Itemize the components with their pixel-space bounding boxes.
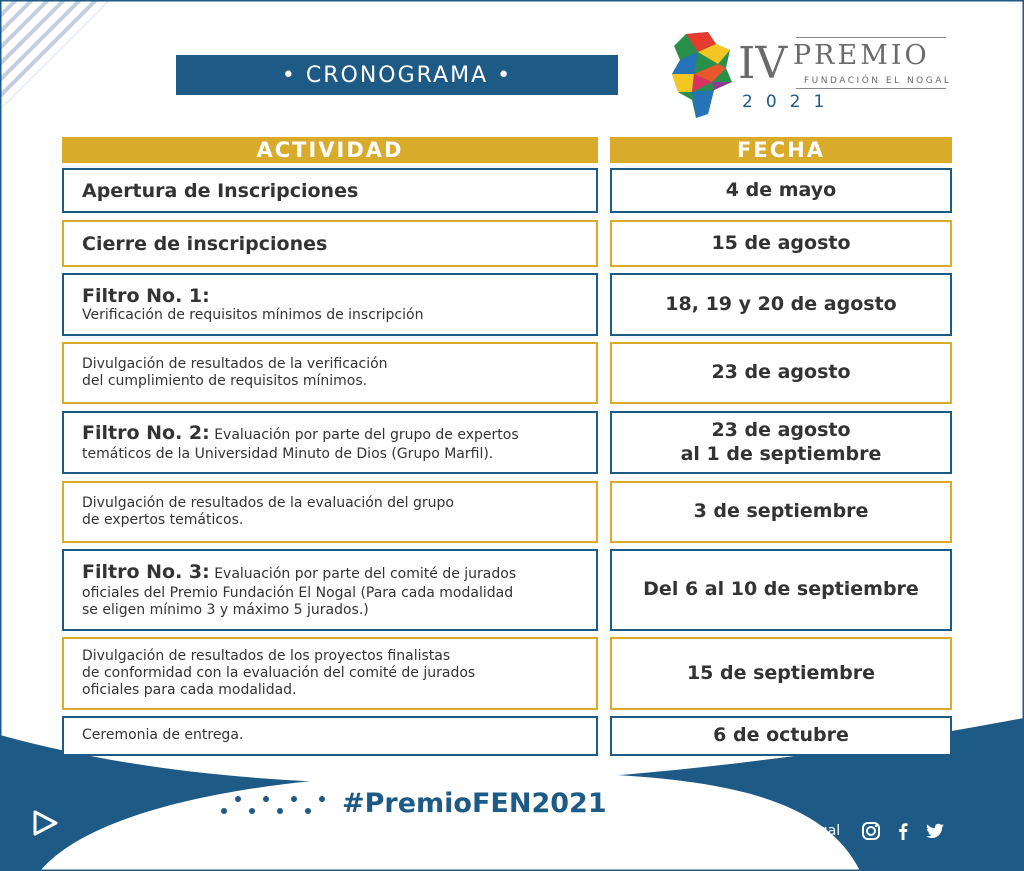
date-cell [610, 411, 952, 474]
activity-line: Ceremonia de entrega. [82, 727, 244, 744]
date-cell: Del 6 al 10 de septiembre [610, 549, 952, 631]
activity-cell [62, 273, 598, 336]
header-activity: ACTIVIDAD [62, 137, 598, 163]
date-cell: 6 de octubre [610, 716, 952, 756]
activity-description: Verificación de requisitos mínimos de inscripción [82, 306, 424, 323]
activity-cell [62, 716, 598, 756]
date-cell: 23 de agosto [610, 342, 952, 404]
activity-cell [62, 220, 598, 267]
logo-foundation-name: FUNDACIÓN EL NOGAL [804, 76, 952, 86]
dots-decoration-icon [218, 793, 328, 819]
header-date: FECHA [610, 137, 952, 163]
twitter-icon[interactable] [924, 820, 946, 842]
activity-line: del cumplimiento de requisitos mínimos. [82, 373, 368, 389]
hashtag: #PremioFEN2021 [342, 788, 607, 819]
filter-title: Filtro No. 3: [82, 561, 210, 584]
activity-cell [62, 342, 598, 404]
activity-title: Apertura de Inscripciones [82, 179, 359, 202]
activity-cell [62, 549, 598, 631]
activity-description: se eligen mínimo 3 y máximo 5 jurados.) [82, 601, 369, 618]
instagram-icon[interactable] [860, 820, 882, 842]
activity-line: de conformidad con la evaluación del comité de jurados [82, 664, 476, 681]
activity-line: Divulgación de resultados de la evaluación del grupo [82, 494, 454, 511]
date-cell: 15 de septiembre [610, 637, 952, 710]
social-handle: @FunElNogal [748, 823, 841, 839]
logo-year: 2021 [742, 92, 838, 112]
activity-line: Divulgación de resultados de los proyectos finalistas [82, 647, 451, 664]
activity-line: de expertos temáticos. [82, 512, 244, 528]
date-cell: 4 de mayo [610, 168, 952, 213]
activity-description: temáticos de la Universidad Minuto de Dios (Grupo Marfil). [82, 445, 494, 462]
date-cell: 3 de septiembre [610, 481, 952, 543]
premio-logo [668, 30, 968, 120]
activity-description: Evaluación por parte del comité de jurados [214, 566, 517, 583]
date-cell: 15 de agosto [610, 220, 952, 267]
colombia-map-icon [668, 30, 734, 120]
date-cell: 18, 19 y 20 de agosto [610, 273, 952, 336]
filter-title: Filtro No. 1: [82, 284, 210, 307]
activity-description: Evaluación por parte del grupo de expertos [214, 427, 519, 444]
activity-cell [62, 637, 598, 710]
page-title: • CRONOGRAMA • [176, 55, 618, 95]
activity-cell [62, 411, 598, 474]
activity-line [82, 561, 578, 584]
facebook-icon[interactable] [892, 820, 914, 842]
activity-line: oficiales para cada modalidad. [82, 682, 297, 699]
logo-rule-mid [796, 88, 946, 89]
activity-line: Divulgación de resultados de la verificación [82, 355, 388, 372]
activity-description: oficiales del Premio Fundación El Nogal (Para cada modalidad [82, 584, 514, 601]
filter-title: Filtro No. 2: [82, 422, 210, 445]
logo-premio: PREMIO [793, 40, 930, 71]
activity-cell [62, 481, 598, 543]
play-icon [30, 808, 60, 838]
date-line: al 1 de septiembre [680, 442, 882, 465]
date-line: 23 de agosto [711, 418, 851, 441]
logo-rule-top [796, 37, 946, 38]
logo-numeral: IV [738, 38, 788, 89]
activity-cell [62, 168, 598, 213]
activity-title: Cierre de inscripciones [82, 232, 328, 255]
activity-line [82, 422, 578, 445]
